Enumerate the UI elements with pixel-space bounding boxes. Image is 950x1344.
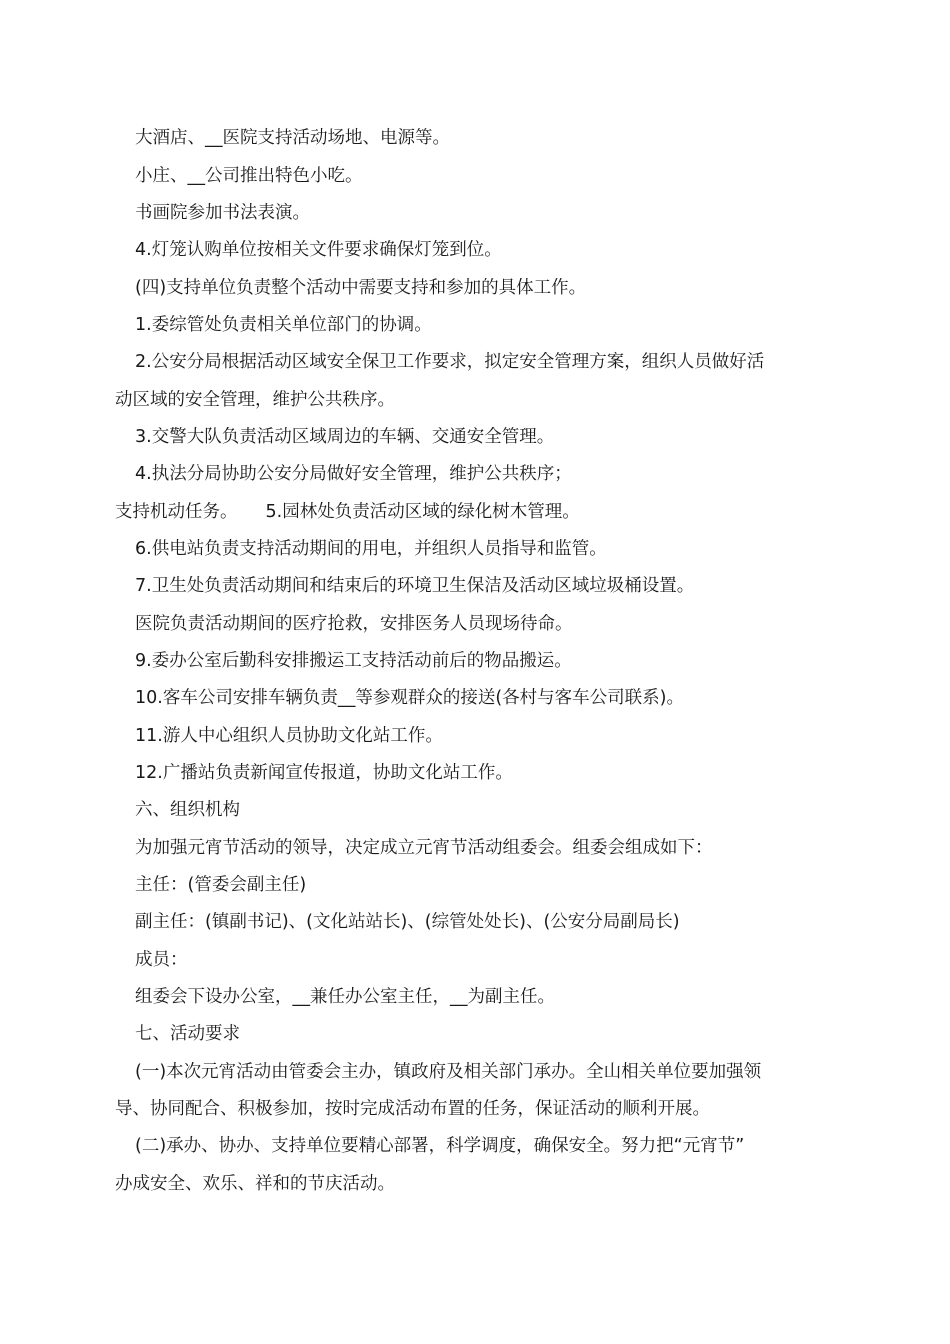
- section-heading: 七、活动要求: [135, 1024, 240, 1044]
- text-line: 医院负责活动期间的医疗抢救，安排医务人员现场待命。: [135, 614, 573, 634]
- section-heading: 六、组织机构: [135, 800, 240, 820]
- text-line: 10.客车公司安排车辆负责__等参观群众的接送(各村与客车公司联系)。: [135, 688, 684, 708]
- text-line: 办成安全、欢乐、祥和的节庆活动。: [115, 1174, 395, 1194]
- text-line: (一)本次元宵活动由管委会主办，镇政府及相关部门承办。全山相关单位要加强领: [135, 1062, 762, 1082]
- text-line: 12.广播站负责新闻宣传报道，协助文化站工作。: [135, 763, 513, 783]
- text-segment: 支持机动任务。: [115, 502, 238, 522]
- text-line: 9.委办公室后勤科安排搬运工支持活动前后的物品搬运。: [135, 651, 572, 671]
- text-line: (四)支持单位负责整个活动中需要支持和参加的具体工作。: [135, 278, 587, 298]
- text-line: 组委会下设办公室，__兼任办公室主任，__为副主任。: [135, 987, 555, 1007]
- text-line: 4.执法分局协助公安分局做好安全管理，维护公共秩序；: [135, 464, 572, 484]
- text-line: 3.交警大队负责活动区域周边的车辆、交通安全管理。: [135, 427, 555, 447]
- text-line: 6.供电站负责支持活动期间的用电，并组织人员指导和监管。: [135, 539, 607, 559]
- text-line-combined: [115, 500, 845, 524]
- text-line: 1.委综管处负责相关单位部门的协调。: [135, 315, 432, 335]
- text-line: 为加强元宵节活动的领导，决定成立元宵节活动组委会。组委会组成如下：: [135, 838, 713, 858]
- text-line: 11.游人中心组织人员协助文化站工作。: [135, 726, 443, 746]
- text-line: 大酒店、__医院支持活动场地、电源等。: [135, 128, 450, 148]
- text-line: 导、协同配合、积极参加，按时完成活动布置的任务，保证活动的顺利开展。: [115, 1099, 710, 1119]
- text-segment: 5.园林处负责活动区域的绿化树木管理。: [265, 502, 580, 522]
- text-line: 2.公安分局根据活动区域安全保卫工作要求，拟定安全管理方案，组织人员做好活: [135, 352, 765, 372]
- text-line: 主任：(管委会副主任): [135, 875, 307, 895]
- text-line: 7.卫生处负责活动期间和结束后的环境卫生保洁及活动区域垃圾桶设置。: [135, 576, 695, 596]
- text-line: 4.灯笼认购单位按相关文件要求确保灯笼到位。: [135, 240, 502, 260]
- text-line: 书画院参加书法表演。: [135, 203, 310, 223]
- text-line: 小庄、__公司推出特色小吃。: [135, 166, 363, 186]
- text-line: (二)承办、协办、支持单位要精心部署，科学调度，确保安全。努力把“元宵节”: [135, 1136, 745, 1156]
- text-line: 成员：: [135, 950, 188, 970]
- text-line: 动区域的安全管理，维护公共秩序。: [115, 390, 395, 410]
- text-line: 副主任：(镇副书记)、(文化站站长)、(综管处处长)、(公安分局副局长): [135, 912, 680, 932]
